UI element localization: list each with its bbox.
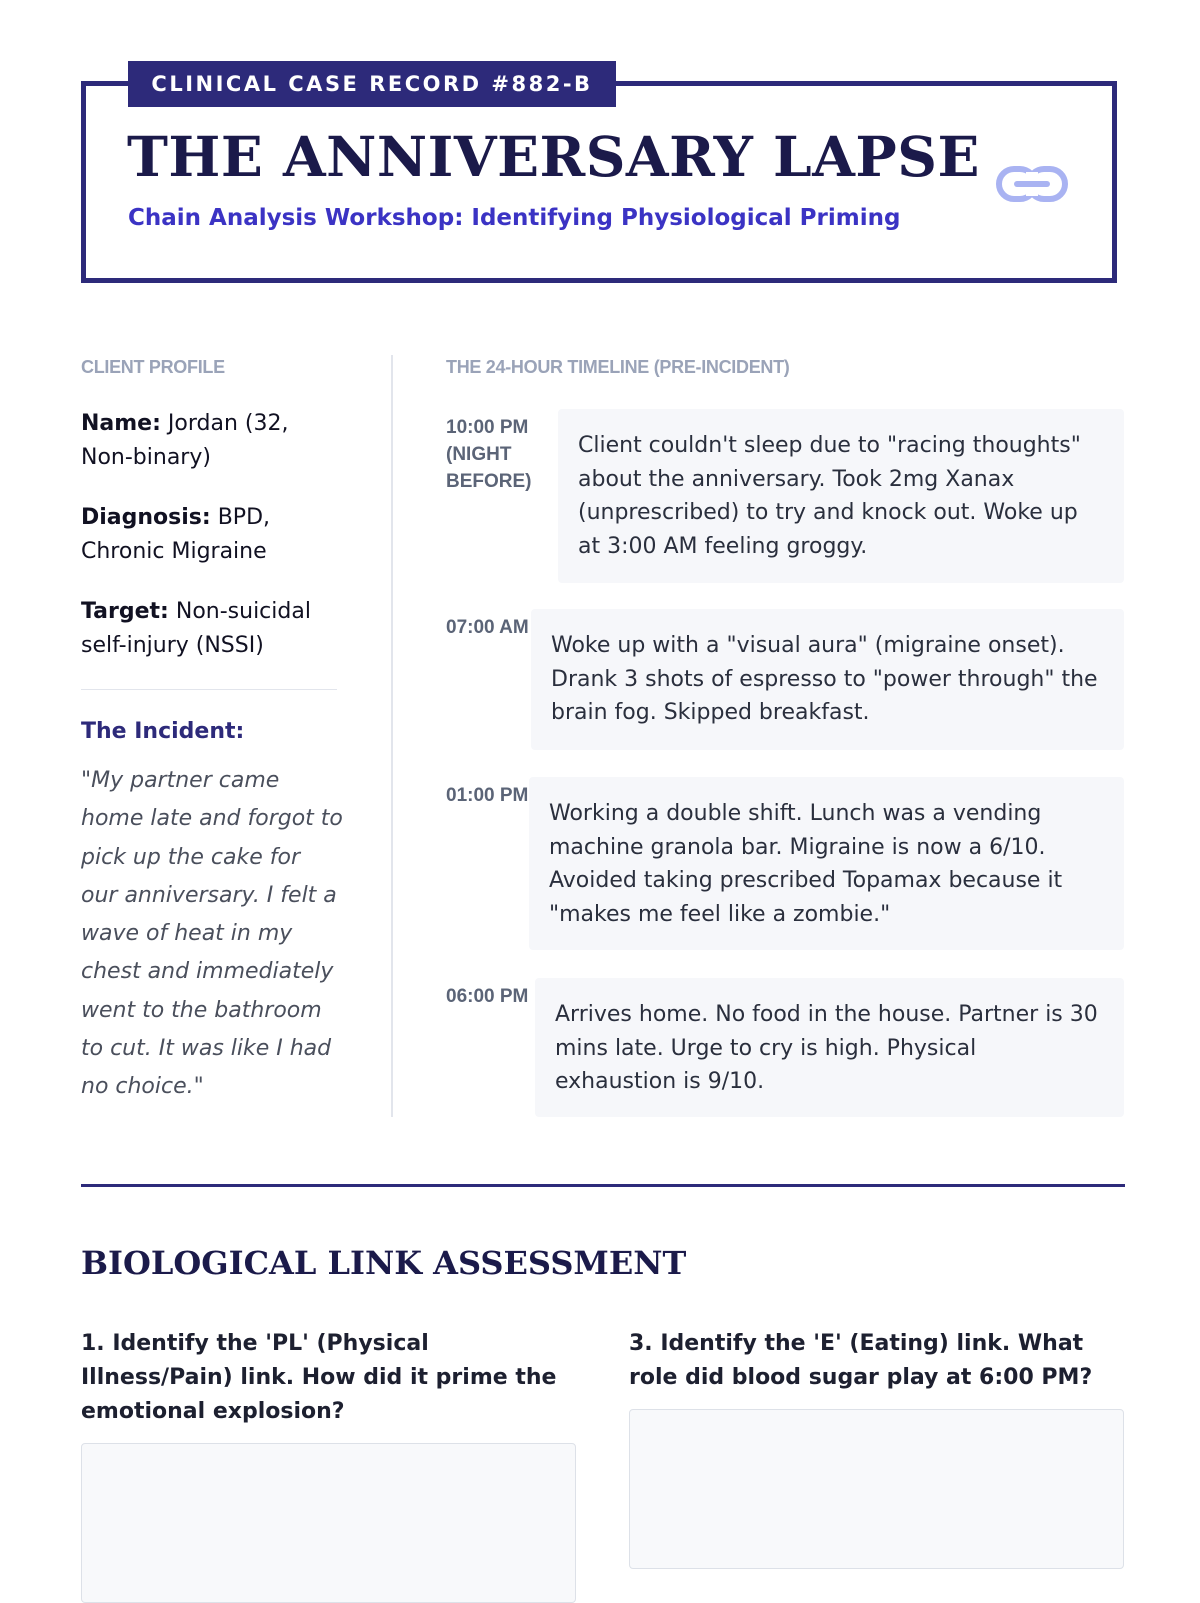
answer-field-3[interactable]	[629, 1409, 1124, 1569]
incident-label: The Incident:	[81, 719, 245, 744]
profile-target-label: Target:	[81, 599, 169, 624]
assessment-title: BIOLOGICAL LINK ASSESSMENT	[81, 1244, 687, 1282]
column-divider	[391, 355, 393, 1117]
profile-name-label: Name:	[81, 411, 161, 436]
section-divider	[81, 1184, 1125, 1187]
timeline-entry: Client couldn't sleep due to "racing thoughts" about the anniversary. Took 2mg Xanax (unprescribed) to try and knock out. Woke up at 3:00 AM feeling groggy.	[558, 409, 1124, 583]
page-title: THE ANNIVERSARY LAPSE	[127, 124, 980, 189]
profile-diagnosis-label: Diagnosis:	[81, 505, 211, 530]
page-subtitle: Chain Analysis Workshop: Identifying Physiological Priming	[128, 205, 901, 231]
timeline-entry: Working a double shift. Lunch was a vending machine granola bar. Migraine is now a 6/10. Avoided taking prescribed Topamax because it "makes me feel like a zombie."	[529, 777, 1124, 950]
record-tag: CLINICAL CASE RECORD #882-B	[128, 61, 616, 107]
timeline-time: 01:00 PM	[446, 785, 529, 806]
timeline-entry: Woke up with a "visual aura" (migraine onset). Drank 3 shots of espresso to "power through" the brain fog. Skipped breakfast.	[531, 609, 1124, 750]
profile-name	[81, 407, 341, 475]
profile-target	[81, 595, 341, 663]
link-icon	[995, 160, 1075, 210]
client-profile-label: CLIENT PROFILE	[81, 357, 225, 377]
question-1: 1. Identify the 'PL' (Physical Illness/Pain) link. How did it prime the emotional explosion?	[81, 1331, 557, 1424]
profile-divider	[81, 689, 337, 690]
timeline-time: 07:00 AM	[446, 617, 529, 638]
timeline-entry: Arrives home. No food in the house. Partner is 30 mins late. Urge to cry is high. Physical exhaustion is 9/10.	[535, 978, 1124, 1117]
profile-target-value: Non-suicidal self-injury (NSSI)	[81, 599, 311, 658]
question-3: 3. Identify the 'E' (Eating) link. What role did blood sugar play at 6:00 PM?	[629, 1331, 1093, 1390]
timeline-time: 06:00 PM	[446, 986, 529, 1007]
answer-field-1[interactable]	[81, 1443, 576, 1603]
timeline-time: 10:00 PM (NIGHT BEFORE)	[446, 417, 532, 492]
timeline-label: THE 24-HOUR TIMELINE (PRE-INCIDENT)	[446, 357, 790, 377]
incident-quote: "My partner came home late and forgot to pick up the cake for our anniversary. I felt a wave of heat in my chest and immediately went to the bathroom to cut. It was like I had no choice."	[81, 768, 343, 1100]
profile-diagnosis	[81, 501, 341, 569]
profile-name-value: Jordan (32, Non-binary)	[81, 411, 289, 470]
profile-diagnosis-value: BPD, Chronic Migraine	[81, 505, 270, 564]
